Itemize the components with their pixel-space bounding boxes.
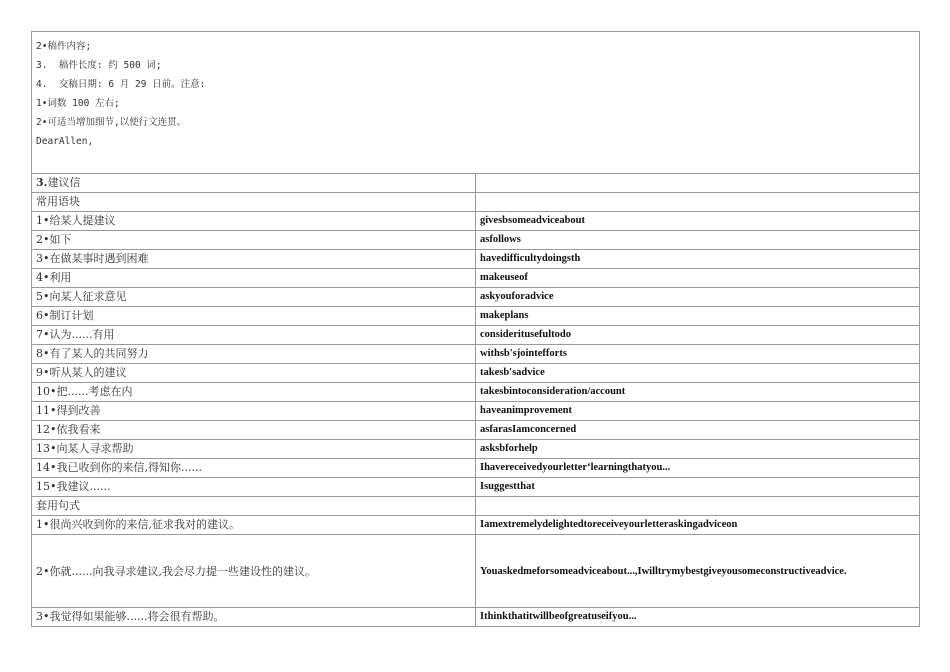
sentence-en: Youaskedmeforsomeadviceabout...,Iwilltrymybestgiveyousomeconstructiveadvice. xyxy=(476,535,920,608)
phrase-en: givesbsomeadviceabout xyxy=(476,212,920,231)
section-title-text: 建议信 xyxy=(47,176,81,189)
phrase-en: makeplans xyxy=(476,307,920,326)
empty-cell xyxy=(476,497,920,516)
phrase-en: havedifficultydoingsth xyxy=(476,250,920,269)
sentence-zh: 2•你就......向我寻求建议,我会尽力提一些建设性的建议。 xyxy=(32,535,476,608)
phrase-en: withsb'sjointefforts xyxy=(476,345,920,364)
phrase-en: makeuseof xyxy=(476,269,920,288)
phrase-en: askyouforadvice xyxy=(476,288,920,307)
phrase-row xyxy=(32,250,920,269)
phrase-en: asfollows xyxy=(476,231,920,250)
sentences-header: 套用句式 xyxy=(32,497,476,516)
phrase-zh: 13•向某人寻求帮助 xyxy=(32,440,476,459)
phrase-zh: 11•得到改善 xyxy=(32,402,476,421)
phrase-row xyxy=(32,364,920,383)
phrase-zh: 6•制订计划 xyxy=(32,307,476,326)
phrase-en: asksbforhelp xyxy=(476,440,920,459)
phrase-row xyxy=(32,345,920,364)
phrase-zh: 3•在做某事时遇到困难 xyxy=(32,250,476,269)
phrase-zh: 1•给某人提建议 xyxy=(32,212,476,231)
intro-row xyxy=(32,32,920,174)
phrase-en: asfarasIamconcerned xyxy=(476,421,920,440)
phrase-en: takesb'sadvice xyxy=(476,364,920,383)
intro-line: 4. 交稿日期: 6 月 29 日前。注意: xyxy=(36,79,206,90)
sentences-header-row xyxy=(32,497,920,516)
sentence-row xyxy=(32,608,920,627)
phrase-row xyxy=(32,288,920,307)
phrase-row xyxy=(32,307,920,326)
phrase-row xyxy=(32,478,920,497)
sentence-en: Ithinkthatitwillbeofgreatuseifyou... xyxy=(476,608,920,627)
phrase-en: takesbintoconsideration/account xyxy=(476,383,920,402)
intro-line: 2•稿件内容; xyxy=(36,41,92,52)
phrases-header-row xyxy=(32,193,920,212)
phrase-en: Ihavereceivedyourletter‘learningthatyou... xyxy=(476,459,920,478)
phrase-row xyxy=(32,402,920,421)
phrase-row xyxy=(32,459,920,478)
phrase-zh: 5•向某人征求意见 xyxy=(32,288,476,307)
sentence-zh: 1•很尚兴收到你的来信,征求我对的建议。 xyxy=(32,516,476,535)
phrase-zh: 15•我建议...... xyxy=(32,478,476,497)
intro-line: 1•词数 100 左右; xyxy=(36,98,120,109)
phrases-header: 常用语块 xyxy=(32,193,476,212)
phrase-zh: 8•有了某人的共同努力 xyxy=(32,345,476,364)
phrase-zh: 14•我已收到你的来信,得知你...... xyxy=(32,459,476,478)
sentence-row xyxy=(32,516,920,535)
phrase-en: consideritusefultodo xyxy=(476,326,920,345)
phrase-zh: 9•听从某人的建议 xyxy=(32,364,476,383)
phrase-row xyxy=(32,383,920,402)
phrase-en: haveanimprovement xyxy=(476,402,920,421)
phrase-row xyxy=(32,326,920,345)
phrase-zh: 7•认为......有用 xyxy=(32,326,476,345)
sentence-en: Iamextremelydelightedtoreceiveyourletteraskingadviceon xyxy=(476,516,920,535)
phrase-zh: 12•依我看来 xyxy=(32,421,476,440)
phrase-row xyxy=(32,440,920,459)
phrase-zh: 2•如下 xyxy=(32,231,476,250)
empty-cell xyxy=(476,174,920,193)
sentence-zh: 3•我觉得如果能够......将会很有帮助。 xyxy=(32,608,476,627)
section-title-row xyxy=(32,174,920,193)
document-table xyxy=(31,31,920,627)
sentence-row xyxy=(32,535,920,608)
phrase-en: Isuggestthat xyxy=(476,478,920,497)
phrase-row xyxy=(32,231,920,250)
phrase-row xyxy=(32,421,920,440)
phrase-row xyxy=(32,212,920,231)
greeting-line: DearAllen, xyxy=(36,136,94,147)
section-title xyxy=(32,174,476,193)
phrase-row xyxy=(32,269,920,288)
phrase-zh: 10•把......考虑在内 xyxy=(32,383,476,402)
intro-line: 3. 稿件长度: 约 500 词; xyxy=(36,60,162,71)
phrase-zh: 4•利用 xyxy=(32,269,476,288)
section-number: 3. xyxy=(36,176,48,189)
intro-line: 2•可适当增加细节,以使行文连贯。 xyxy=(36,117,187,128)
empty-cell xyxy=(476,193,920,212)
intro-cell xyxy=(32,32,920,174)
